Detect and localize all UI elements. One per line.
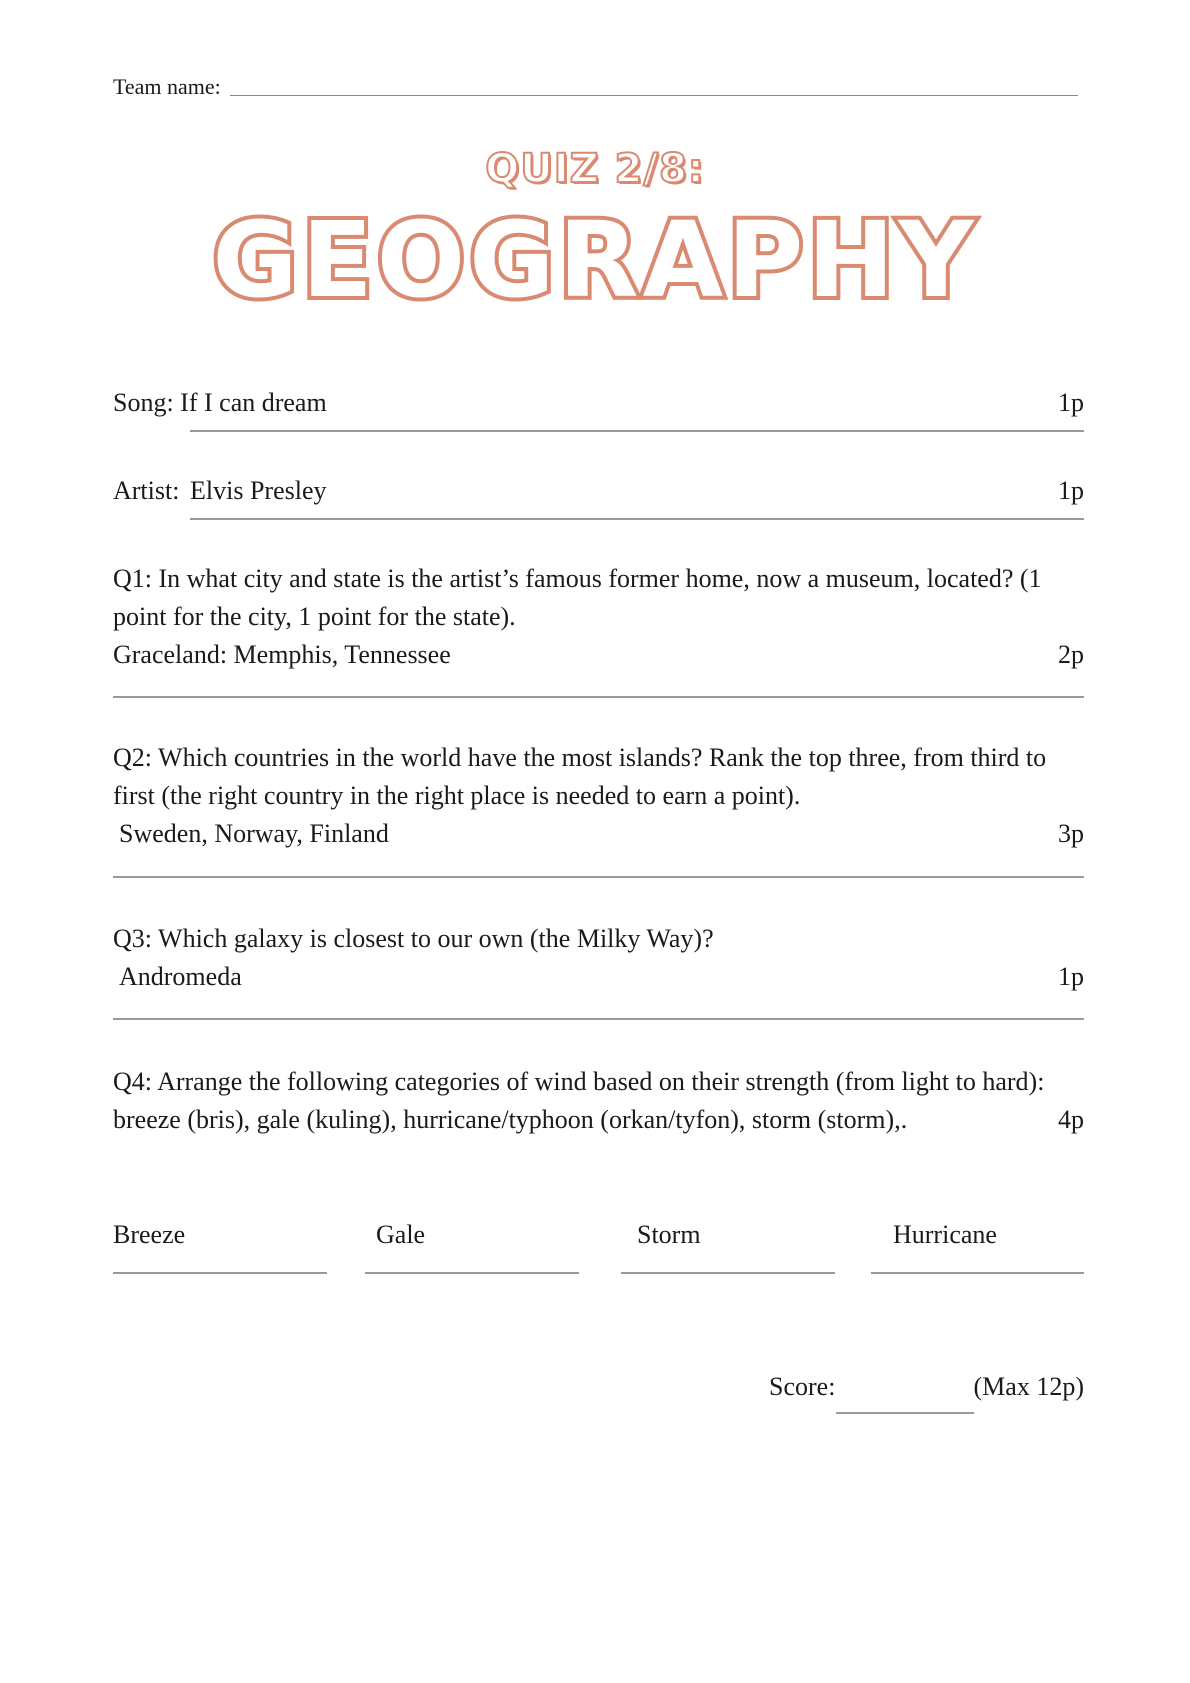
q3-points: 1p: [1058, 962, 1084, 991]
score-max: (Max 12p): [973, 1372, 1084, 1401]
q4-question-line2: breeze (bris), gale (kuling), hurricane/typhoon (orkan/tyfon), storm (storm),.: [113, 1105, 908, 1134]
quiz-topic-title: GEOGRAPHY: [212, 199, 978, 321]
q4-answer-slot-2: Gale: [376, 1220, 426, 1249]
q4-points: 4p: [1058, 1105, 1084, 1134]
q2-question-line1: Q2: Which countries in the world have the most islands? Rank the top three, from third to: [113, 743, 1047, 772]
q2-question-line2: first (the right country in the right place is needed to earn a point).: [113, 781, 801, 810]
song-answer-line: [190, 430, 1084, 432]
team-name-label: Team name:: [113, 74, 221, 99]
q1-divider: [113, 696, 1084, 698]
team-name-line[interactable]: [230, 95, 1078, 96]
quiz-number-title: QUIZ 2/8:: [485, 146, 705, 192]
q2-points: 3p: [1058, 819, 1084, 848]
score-line[interactable]: [836, 1412, 974, 1414]
artist-label: Artist:: [113, 476, 180, 505]
q4-answer-line-2[interactable]: [365, 1272, 579, 1274]
q3-answer: Andromeda: [119, 962, 242, 991]
q3-question-line1: Q3: Which galaxy is closest to our own (the Milky Way)?: [113, 924, 714, 953]
song-line: Song: If I can dream: [113, 388, 327, 417]
q4-answer-line-4[interactable]: [871, 1272, 1084, 1274]
q1-question-line2: point for the city, 1 point for the state).: [113, 602, 516, 631]
song-points: 1p: [1058, 388, 1084, 417]
q2-divider: [113, 876, 1084, 878]
q2-answer: Sweden, Norway, Finland: [119, 819, 389, 848]
q1-question-line1: Q1: In what city and state is the artist’s famous former home, now a museum, located? (1: [113, 564, 1042, 593]
q4-answer-line-1[interactable]: [113, 1272, 327, 1274]
q3-divider: [113, 1018, 1084, 1020]
q4-question-line1: Q4: Arrange the following categories of wind based on their strength (from light to hard):: [113, 1067, 1045, 1096]
q1-answer: Graceland: Memphis, Tennessee: [113, 640, 451, 669]
q4-answer-line-3[interactable]: [621, 1272, 835, 1274]
q4-answer-slot-3: Storm: [637, 1220, 701, 1249]
score-label: Score:: [769, 1372, 836, 1401]
artist-points: 1p: [1058, 476, 1084, 505]
q4-answer-slot-1: Breeze: [113, 1220, 186, 1249]
artist-answer: Elvis Presley: [190, 476, 327, 505]
q1-points: 2p: [1058, 640, 1084, 669]
q4-answer-slot-4: Hurricane: [893, 1220, 997, 1249]
artist-answer-line: [190, 518, 1084, 520]
